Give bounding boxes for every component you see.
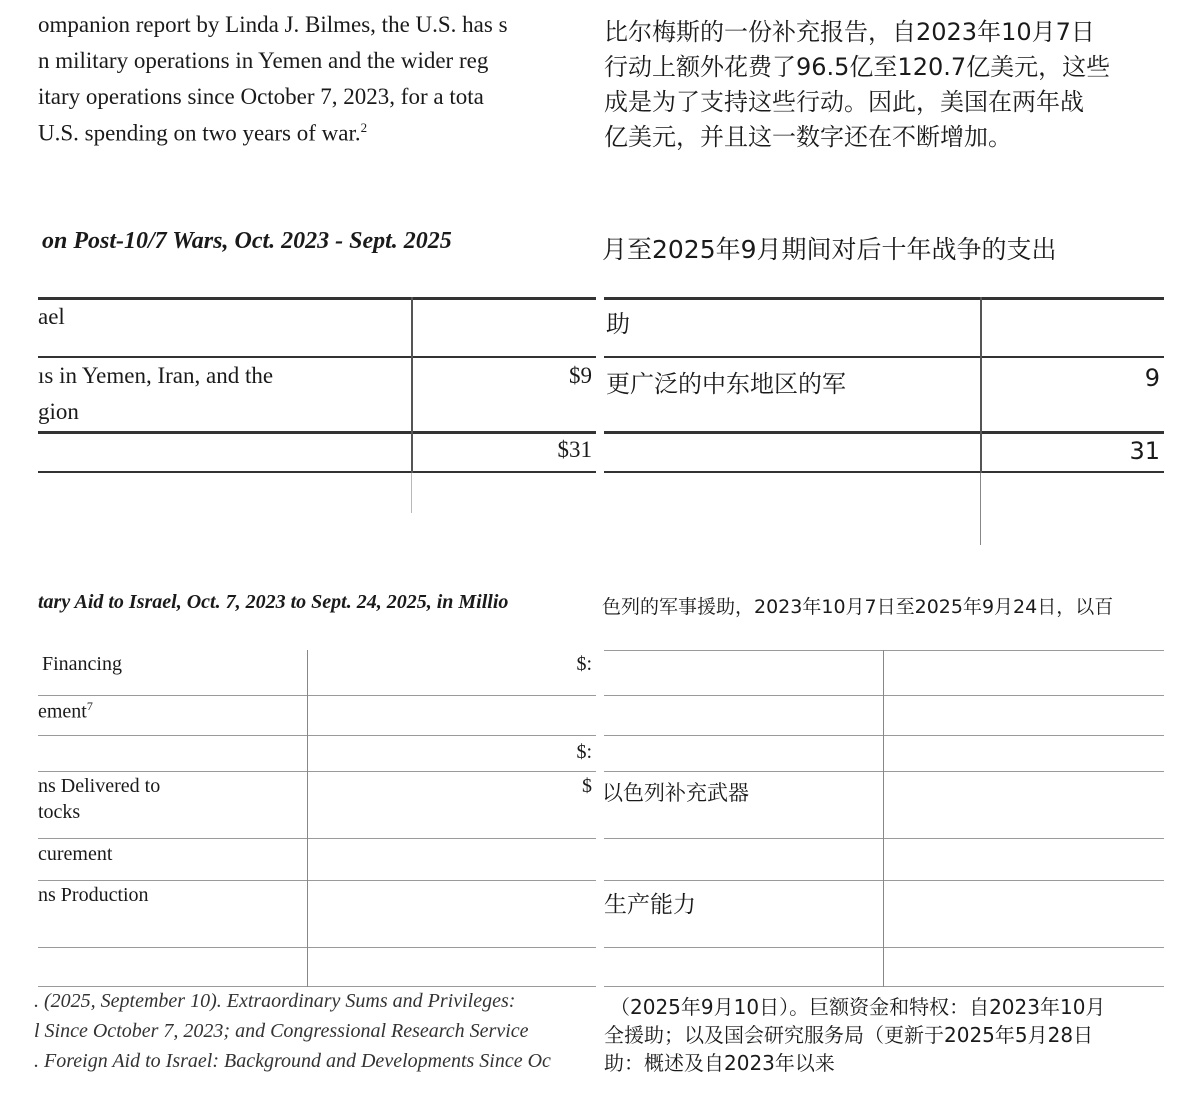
table2-row-border bbox=[38, 695, 596, 696]
table2-top-border bbox=[604, 650, 1164, 651]
source-line: . (2025, September 10). Extraordinary Sums and Privileges: bbox=[34, 990, 516, 1012]
source-line: （2025年9月10日）。巨额资金和特权：自2023年10月 bbox=[610, 995, 1106, 1019]
table1-row-border bbox=[38, 431, 596, 434]
table1-bottom-border bbox=[604, 471, 1164, 473]
table2-cell-value: $: bbox=[576, 653, 592, 675]
table2-row-border bbox=[604, 880, 1164, 881]
table2-title: 色列的军事援助，2023年10月7日至2025年9月24日，以百 bbox=[602, 596, 1114, 618]
table2-cell-label: curement bbox=[38, 843, 113, 865]
table2-cell-label: Financing bbox=[42, 653, 122, 675]
table1-cell-value: $9 bbox=[569, 363, 592, 388]
table2-row-border bbox=[604, 735, 1164, 736]
table1-row-border bbox=[604, 356, 1164, 358]
paragraph-line: U.S. spending on two years of war.$^2$ bbox=[38, 120, 368, 146]
table1-title: 月至2025年9月期间对后十年战争的支出 bbox=[602, 235, 1057, 264]
table1-top-border bbox=[38, 297, 596, 300]
table2-cell-label: tocks bbox=[38, 801, 81, 823]
table1-row-border bbox=[604, 431, 1164, 434]
paragraph-line: itary operations since October 7, 2023, for a tota bbox=[38, 84, 484, 109]
table2-cell-label: 生产能力 bbox=[604, 892, 696, 918]
table2-column-divider bbox=[307, 650, 308, 987]
table2-cell-label: ns Production bbox=[38, 884, 149, 906]
paragraph-line: 亿美元，并且这一数字还在不断增加。 bbox=[604, 123, 1012, 151]
paragraph-line: 行动上额外花费了96.5亿至120.7亿美元，这些 bbox=[604, 53, 1111, 81]
table1-row-border bbox=[38, 356, 596, 358]
table1-cell-label: 更广泛的中东地区的军 bbox=[606, 370, 846, 398]
english-document-panel bbox=[0, 0, 596, 1109]
table1-column-divider bbox=[980, 297, 982, 473]
table1-cell-value: 9 bbox=[1144, 364, 1160, 392]
table2-row-border bbox=[38, 947, 596, 948]
table2-cell-value: $: bbox=[576, 741, 592, 763]
table2-row-border bbox=[604, 771, 1164, 772]
paragraph-line: ompanion report by Linda J. Bilmes, the U.S. has s bbox=[38, 12, 508, 37]
source-line: l Since October 7, 2023; and Congressional Research Service bbox=[34, 1020, 529, 1042]
source-line: . Foreign Aid to Israel: Background and Developments Since Oc bbox=[34, 1050, 551, 1072]
footnote-ref: 2 bbox=[360, 120, 368, 135]
paragraph-line: n military operations in Yemen and the wider reg bbox=[38, 48, 489, 73]
table2-cell-label: ement$^7$ bbox=[38, 699, 93, 723]
table2-row-border bbox=[604, 695, 1164, 696]
table1-title: on Post-10/7 Wars, Oct. 2023 - Sept. 2025 bbox=[42, 228, 452, 254]
table1-bottom-border bbox=[38, 471, 596, 473]
table1-cell-label: gion bbox=[38, 399, 79, 424]
table2-row-border bbox=[604, 947, 1164, 948]
table1-cell-value: $31 bbox=[557, 437, 592, 462]
table2-row-border bbox=[38, 735, 596, 736]
table1-cell-label: ıs in Yemen, Iran, and the bbox=[38, 363, 274, 388]
footnote-ref: 7 bbox=[86, 699, 93, 713]
table1-cell-label: 助 bbox=[606, 310, 630, 338]
table2-row-border bbox=[38, 838, 596, 839]
table1-column-divider bbox=[411, 297, 413, 473]
table2-cell-value: $ bbox=[582, 775, 592, 797]
table2-column-divider bbox=[883, 650, 884, 987]
table2-bottom-border bbox=[38, 986, 596, 987]
table1-cell-label: ael bbox=[38, 304, 65, 329]
table2-cell-label: ns Delivered to bbox=[38, 775, 161, 797]
table2-cell-label: 以色列补充武器 bbox=[602, 781, 749, 805]
table2-row-border bbox=[604, 838, 1164, 839]
table2-row-border bbox=[38, 880, 596, 881]
table1-column-divider bbox=[411, 473, 412, 513]
table2-title: tary Aid to Israel, Oct. 7, 2023 to Sept. 24, 2025, in Millio bbox=[38, 591, 509, 613]
table1-column-divider bbox=[980, 473, 981, 545]
table1-cell-value: 31 bbox=[1129, 437, 1160, 465]
chinese-translation-panel bbox=[596, 0, 1200, 1109]
table2-row-border bbox=[38, 771, 596, 772]
source-line: 全援助；以及国会研究服务局（更新于2025年5月28日 bbox=[604, 1023, 1094, 1047]
paragraph-line: 成是为了支持这些行动。因此，美国在两年战 bbox=[604, 88, 1084, 116]
source-line: 助：概述及自2023年以来 bbox=[604, 1051, 835, 1075]
paragraph-line: 比尔梅斯的一份补充报告，自2023年10月7日 bbox=[604, 18, 1095, 46]
table2-bottom-border bbox=[604, 986, 1164, 987]
table1-top-border bbox=[604, 297, 1164, 300]
